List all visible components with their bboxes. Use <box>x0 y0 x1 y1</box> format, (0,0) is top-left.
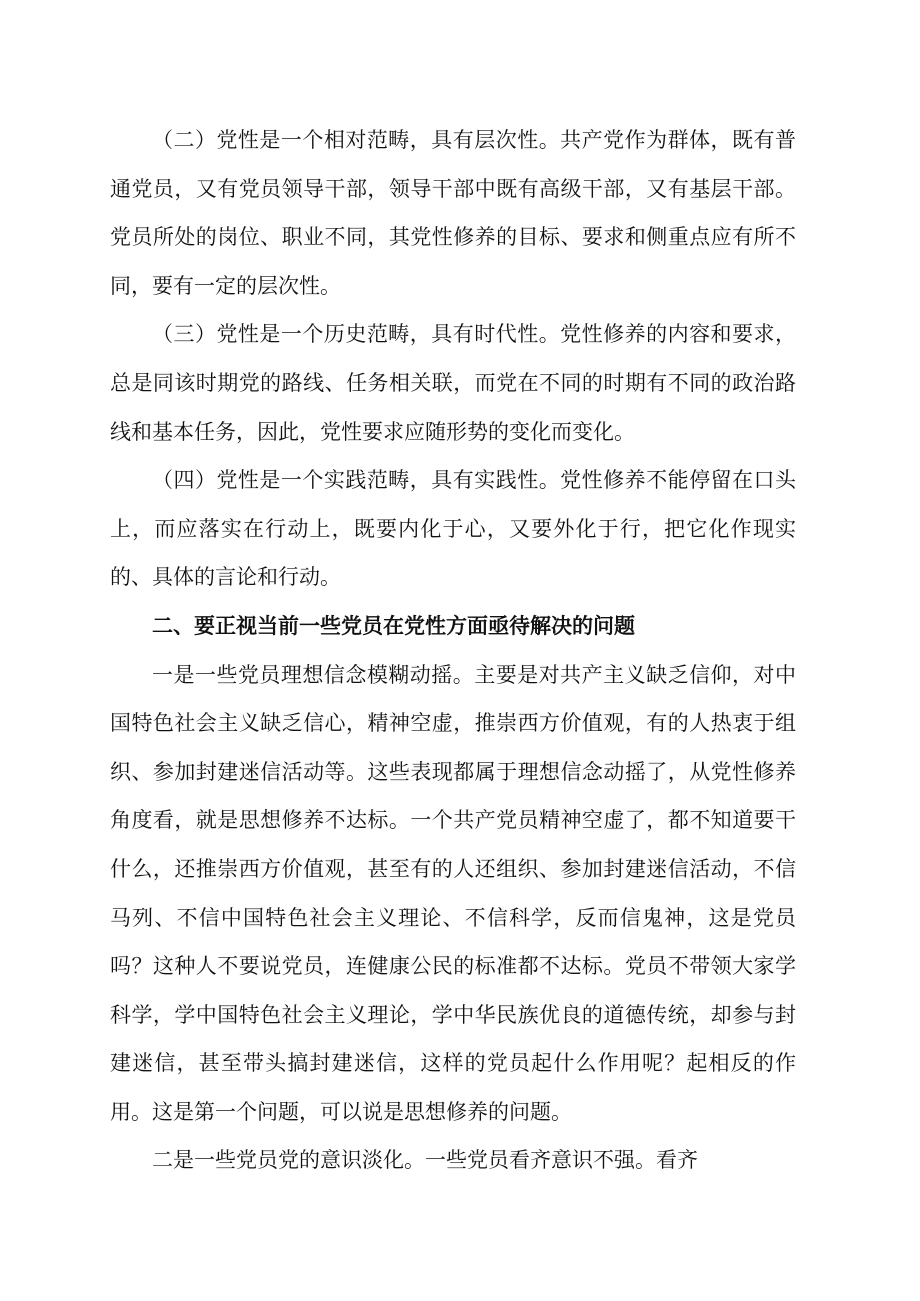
paragraph-practical-nature: （四）党性是一个实践范畴，具有实践性。党性修养不能停留在口头上，而应落实在行动上，既要内化于心，又要外化于行，把它化作现实的、具体的言论和行动。 <box>110 468 796 590</box>
paragraph-problem-one: 一是一些党员理想信念模糊动摇。主要是对共产主义缺乏信仰，对中国特色社会主义缺乏信心，精神空虚，推崇西方价值观，有的人热衷于组织、参加封建迷信活动等。这些表现都属于理想信念动摇了，从党性修养角度看，就是思想修养不达标。一个共产党员精神空虚了，都不知道要干什么，还推崇西方价值观，甚至有的人还组织、参加封建迷信活动，不信马列、不信中国特色社会主义理论、不信科学，反而信鬼神，这是党员吗？这种人不要说党员，连健康公民的标准都不达标。党员不带领大家学科学，学中国特色社会主义理论，学中华民族优良的道德传统，却参与封建迷信，甚至带头搞封建迷信，这样的党员起什么作用呢？起相反的作用。这是第一个问题，可以说是思想修养的问题。 <box>110 662 796 1124</box>
paragraph-level-nature: （二）党性是一个相对范畴，具有层次性。共产党作为群体，既有普通党员，又有党员领导干部，领导干部中既有高级干部，又有基层干部。党员所处的岗位、职业不同，其党性修养的目标、要求和侧重点应有所不同，要有一定的层次性。 <box>110 128 796 298</box>
document-page <box>110 116 796 1185</box>
section-heading: 二、要正视当前一些党员在党性方面亟待解决的问题 <box>152 613 635 638</box>
paragraph-historical-nature: （三）党性是一个历史范畴，具有时代性。党性修养的内容和要求，总是同该时期党的路线、任务相关联，而党在不同的时期有不同的政治路线和基本任务，因此，党性要求应随形势的变化而变化。 <box>110 322 796 444</box>
paragraph-problem-two: 二是一些党员党的意识淡化。一些党员看齐意识不强。看齐 <box>152 1148 698 1173</box>
